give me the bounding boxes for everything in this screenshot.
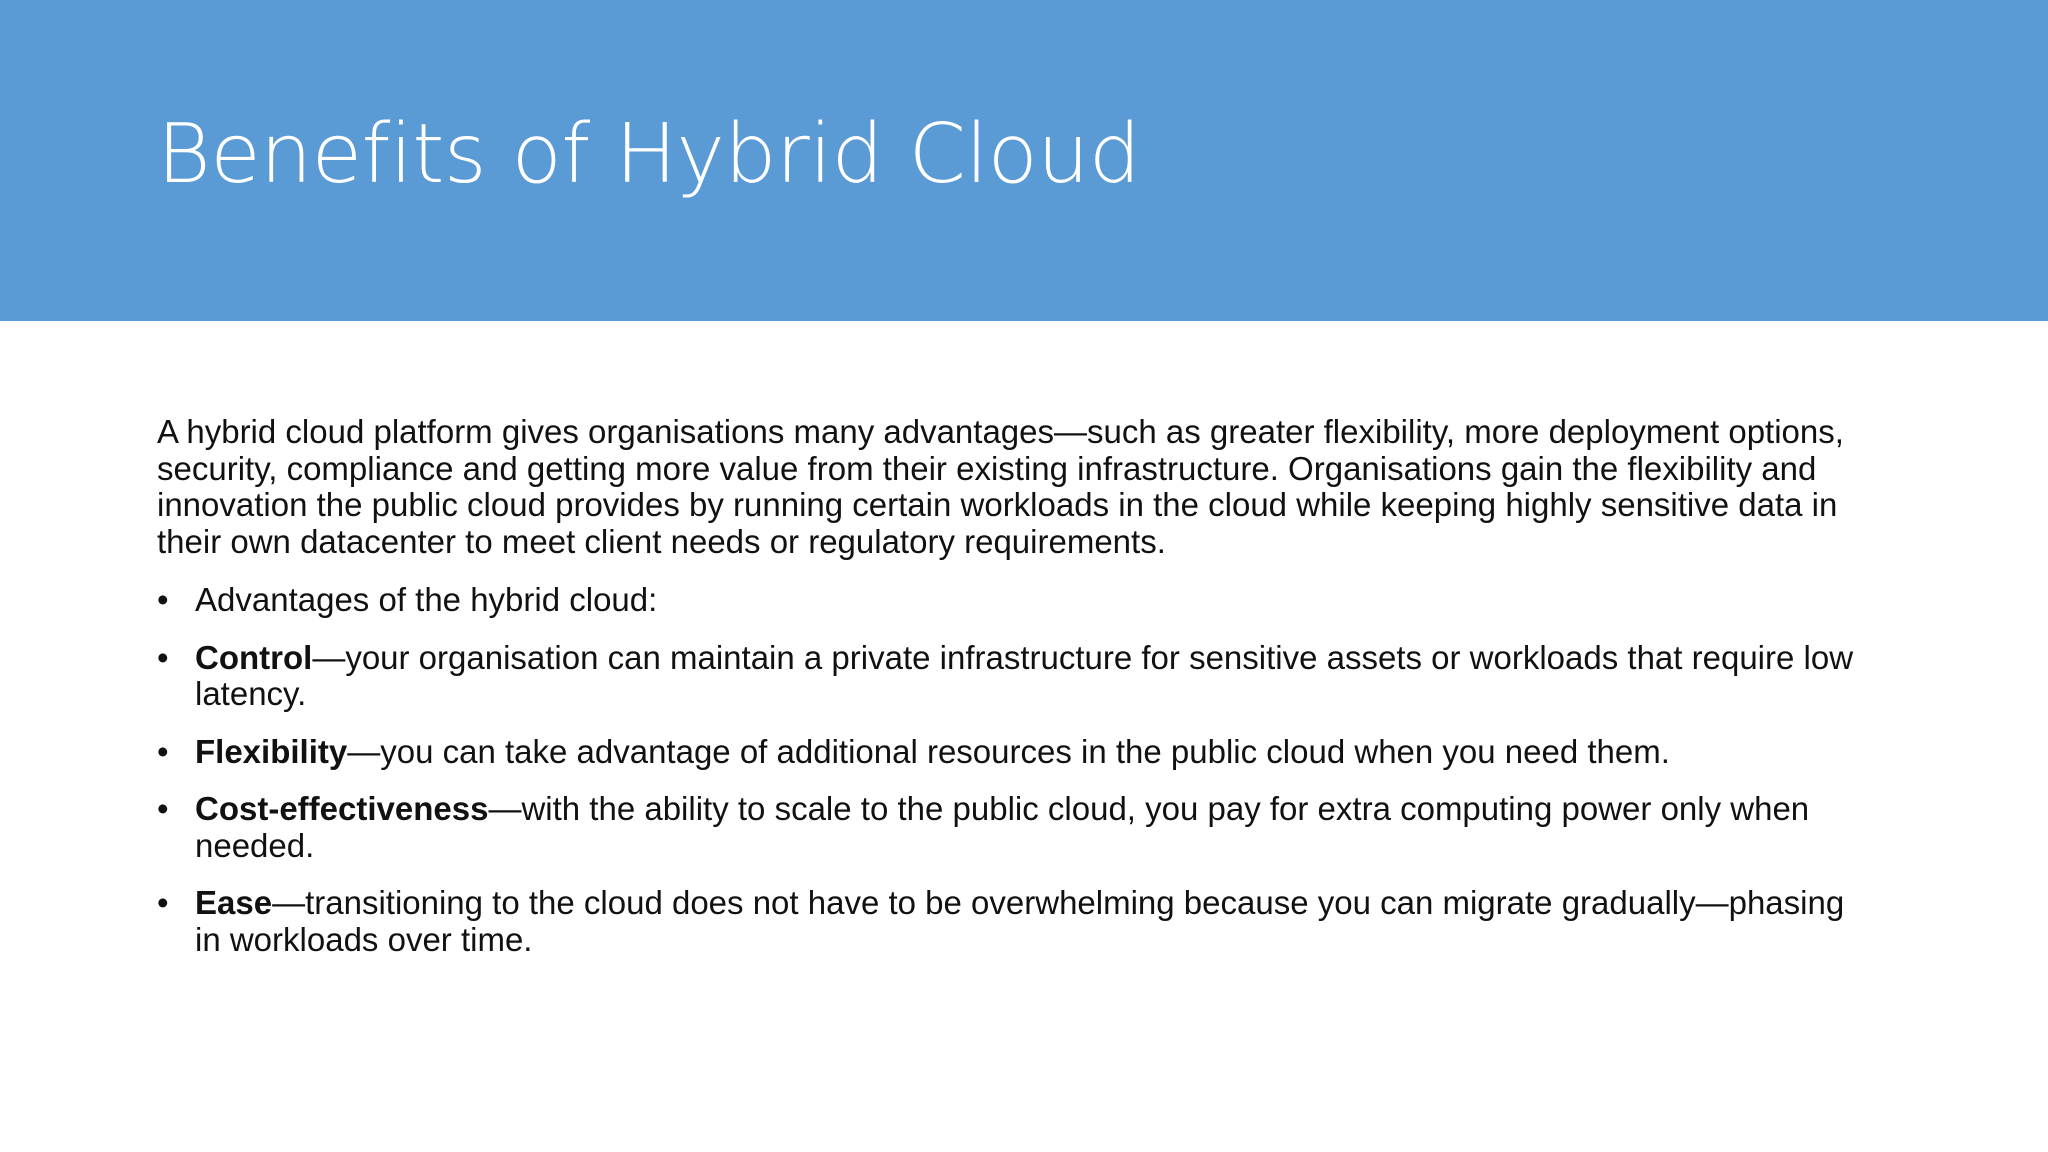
bullet-item-ease — [157, 885, 1857, 958]
title-bar — [0, 0, 2048, 321]
bullet-list — [157, 582, 1857, 958]
slide-title: Benefits of Hybrid Cloud — [157, 107, 1141, 202]
bullet-text: Advantages of the hybrid cloud: — [195, 581, 658, 618]
bullet-text: —transitioning to the cloud does not have to be overwhelming because you can migrate gradually—phasing in workloads over time. — [195, 884, 1845, 958]
bullet-text: —you can take advantage of additional resources in the public cloud when you need them. — [347, 732, 1670, 770]
bullet-dot-icon: • — [157, 884, 169, 921]
bullet-term: Cost-effectiveness — [195, 790, 489, 827]
bullet-dot-icon: • — [157, 581, 169, 618]
bullet-item-flexibility — [157, 734, 1857, 771]
bullet-term: Control — [195, 638, 313, 676]
bullet-dot-icon: • — [157, 732, 169, 770]
bullet-dot-icon: • — [157, 638, 169, 676]
bullet-text: —your organisation can maintain a private infrastructure for sensitive assets or workloads that require low latency. — [195, 638, 1854, 712]
bullet-dot-icon: • — [157, 790, 169, 827]
bullet-item-cost-effectiveness — [157, 791, 1857, 864]
bullet-item-advantages — [157, 582, 1857, 619]
bullet-term: Ease — [195, 884, 273, 921]
intro-paragraph: A hybrid cloud platform gives organisations many advantages—such as greater flexibility, more deployment options, security, compliance and getting more value from their existing infrastructure. Organisations gain the flexibility and innovation the public cloud provides by running certain workloads in the cloud while keeping highly sensitive data in their own datacenter to meet client needs or regulatory requirements. — [157, 413, 1844, 560]
bullet-text: —with the ability to scale to the public cloud, you pay for extra computing power only when needed. — [195, 790, 1810, 864]
bullet-item-control — [157, 640, 1857, 713]
bullet-term: Flexibility — [195, 732, 348, 770]
slide-body — [157, 414, 1857, 979]
